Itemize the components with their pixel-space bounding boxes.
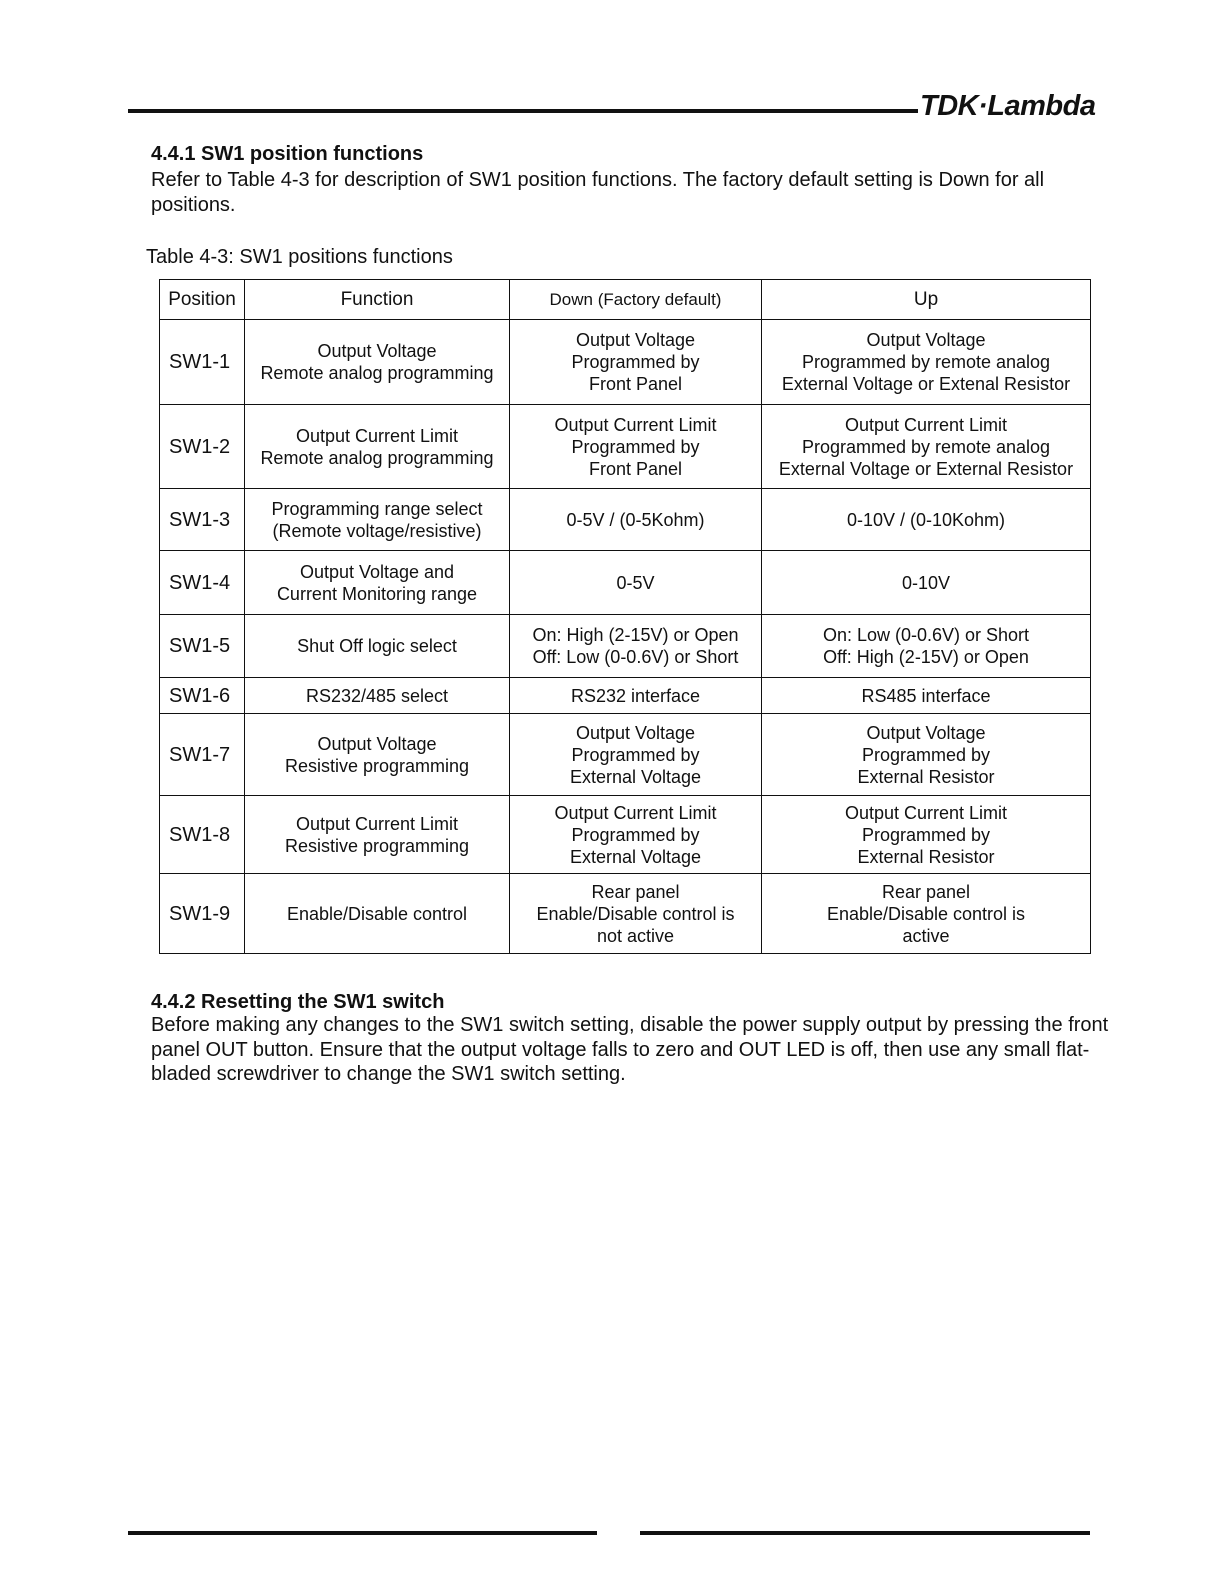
cell-up-line: Output Current Limit (844, 802, 1008, 823)
table-row (160, 551, 1091, 615)
cell-up-line: 0-10V (901, 572, 951, 593)
cell-down-line: Output Current Limit (554, 802, 717, 823)
cell-down-line: External Voltage (569, 766, 702, 787)
table-caption: Table 4-3: SW1 positions functions (146, 246, 453, 268)
cell-down-line: Output Current Limit (554, 414, 717, 435)
cell-down-line: Front Panel (588, 374, 683, 394)
cell-down-line: Programmed by (571, 744, 700, 765)
cell-down-line: 0-5V / (0-5Kohm) (566, 509, 705, 530)
cell-function-line: Resistive programming (284, 835, 470, 856)
cell-up-line: Off: High (2-15V) or Open (823, 647, 1029, 667)
cell-up (762, 405, 1091, 489)
cell-function-line: Output Current Limit (295, 813, 459, 834)
cell-function (245, 874, 510, 954)
cell-up (762, 320, 1091, 405)
cell-position: SW1-3 (160, 489, 245, 551)
cell-down (510, 405, 762, 489)
sw1-positions-table (159, 279, 1091, 954)
cell-down-line: 0-5V (616, 572, 655, 593)
cell-up-line: 0-10V / (0-10Kohm) (846, 509, 1006, 530)
footer-rule-left (128, 1531, 597, 1535)
cell-up (762, 615, 1091, 678)
table-header-row (160, 280, 1091, 320)
cell-function (245, 489, 510, 551)
cell-up (762, 874, 1091, 954)
cell-up-line: active (902, 925, 950, 946)
column-header-position: Position (160, 280, 245, 320)
cell-position: SW1-2 (160, 405, 245, 489)
cell-function-line: Shut Off logic select (297, 636, 457, 656)
table-row (160, 678, 1091, 714)
cell-down-line: Output Voltage (575, 330, 696, 350)
table-row (160, 796, 1091, 874)
cell-down-line: Rear panel (591, 881, 680, 902)
cell-down-line: Front Panel (588, 458, 683, 479)
cell-function-line: Output Voltage and (299, 561, 455, 582)
cell-down (510, 615, 762, 678)
cell-up-line: External Resistor (857, 846, 995, 867)
cell-down-line: On: High (2-15V) or Open (532, 625, 739, 645)
cell-down-line: Output Voltage (575, 722, 696, 743)
cell-function-line: Output Voltage (317, 733, 437, 754)
cell-down-line: not active (596, 925, 675, 946)
cell-up (762, 714, 1091, 796)
cell-position: SW1-6 (160, 678, 245, 714)
cell-function (245, 615, 510, 678)
cell-function (245, 796, 510, 874)
cell-function-line: Current Monitoring range (276, 583, 478, 604)
cell-function (245, 405, 510, 489)
cell-function-line: Programming range select (271, 498, 483, 519)
column-header-function: Function (245, 280, 510, 320)
cell-up-line: Output Current Limit (844, 414, 1008, 435)
cell-up (762, 796, 1091, 874)
table-body (160, 320, 1091, 954)
cell-down (510, 551, 762, 615)
column-header-down: Down (Factory default) (510, 280, 762, 320)
table-row (160, 489, 1091, 551)
section-body-sw1-functions: Refer to Table 4-3 for description of SW1 position functions. The factory default setting is Down for all positions. (151, 169, 1045, 216)
cell-down-line: Programmed by (571, 436, 700, 457)
cell-up (762, 551, 1091, 615)
cell-up-line: External Voltage or Extenal Resistor (781, 374, 1071, 394)
cell-down (510, 874, 762, 954)
cell-position: SW1-4 (160, 551, 245, 615)
cell-up-line: Programmed by (861, 824, 991, 845)
cell-down (510, 489, 762, 551)
table-row (160, 615, 1091, 678)
cell-function (245, 320, 510, 405)
cell-function (245, 678, 510, 714)
cell-function-line: Resistive programming (284, 755, 470, 776)
section-heading-sw1-functions: 4.4.1 SW1 position functions (151, 143, 424, 165)
cell-position: SW1-9 (160, 874, 245, 954)
cell-up-line: On: Low (0-0.6V) or Short (822, 625, 1030, 645)
cell-down-line: RS232 interface (570, 685, 701, 706)
cell-up-line: Programmed by remote analog (801, 352, 1051, 372)
cell-up-line: Output Voltage (866, 722, 986, 743)
cell-function (245, 714, 510, 796)
cell-up (762, 678, 1091, 714)
cell-position: SW1-1 (160, 320, 245, 405)
cell-down-line: Programmed by (571, 824, 700, 845)
cell-down-line: Off: Low (0-0.6V) or Short (532, 647, 739, 667)
table-row (160, 714, 1091, 796)
cell-function-line: (Remote voltage/resistive) (272, 520, 482, 541)
footer-rule-right (640, 1531, 1090, 1535)
cell-function-line: Enable/Disable control (286, 903, 468, 924)
cell-function-line: Remote analog programming (260, 363, 494, 383)
cell-down (510, 796, 762, 874)
cell-up-line: Programmed by remote analog (801, 436, 1051, 457)
section-heading-reset-sw1: 4.4.2 Resetting the SW1 switch (151, 991, 445, 1013)
cell-down-line: External Voltage (569, 846, 702, 867)
cell-function-line: RS232/485 select (305, 685, 449, 706)
cell-up-line: Output Voltage (866, 330, 986, 350)
cell-up-line: Rear panel (881, 881, 971, 902)
column-header-up: Up (762, 280, 1091, 320)
cell-function-line: Output Current Limit (295, 425, 459, 446)
cell-position: SW1-5 (160, 615, 245, 678)
cell-up-line: Programmed by (861, 744, 991, 765)
cell-up-line: External Resistor (857, 766, 995, 787)
cell-up (762, 489, 1091, 551)
cell-down (510, 678, 762, 714)
cell-down (510, 714, 762, 796)
cell-function-line: Remote analog programming (260, 447, 494, 468)
cell-down (510, 320, 762, 405)
header-rule (128, 109, 918, 113)
cell-up-line: Enable/Disable control is (826, 903, 1026, 924)
table-row (160, 320, 1091, 405)
cell-function (245, 551, 510, 615)
section-body-reset-sw1: Before making any changes to the SW1 switch setting, disable the power supply output by pressing the front panel OUT button. Ensure that the output voltage falls to zero and OUT LED is off, then use any small flat-bladed screwdriver to change the SW1 switch setting. (151, 1014, 1109, 1085)
tdk-lambda-logo: TDK·Lambda (920, 90, 1096, 122)
cell-position: SW1-8 (160, 796, 245, 874)
cell-function-line: Output Voltage (317, 341, 437, 361)
cell-down-line: Programmed by (571, 352, 700, 372)
table-row (160, 874, 1091, 954)
cell-down-line: Enable/Disable control is (536, 903, 735, 924)
cell-up-line: External Voltage or External Resistor (778, 458, 1074, 479)
cell-position: SW1-7 (160, 714, 245, 796)
table-row (160, 405, 1091, 489)
cell-up-line: RS485 interface (861, 685, 991, 706)
